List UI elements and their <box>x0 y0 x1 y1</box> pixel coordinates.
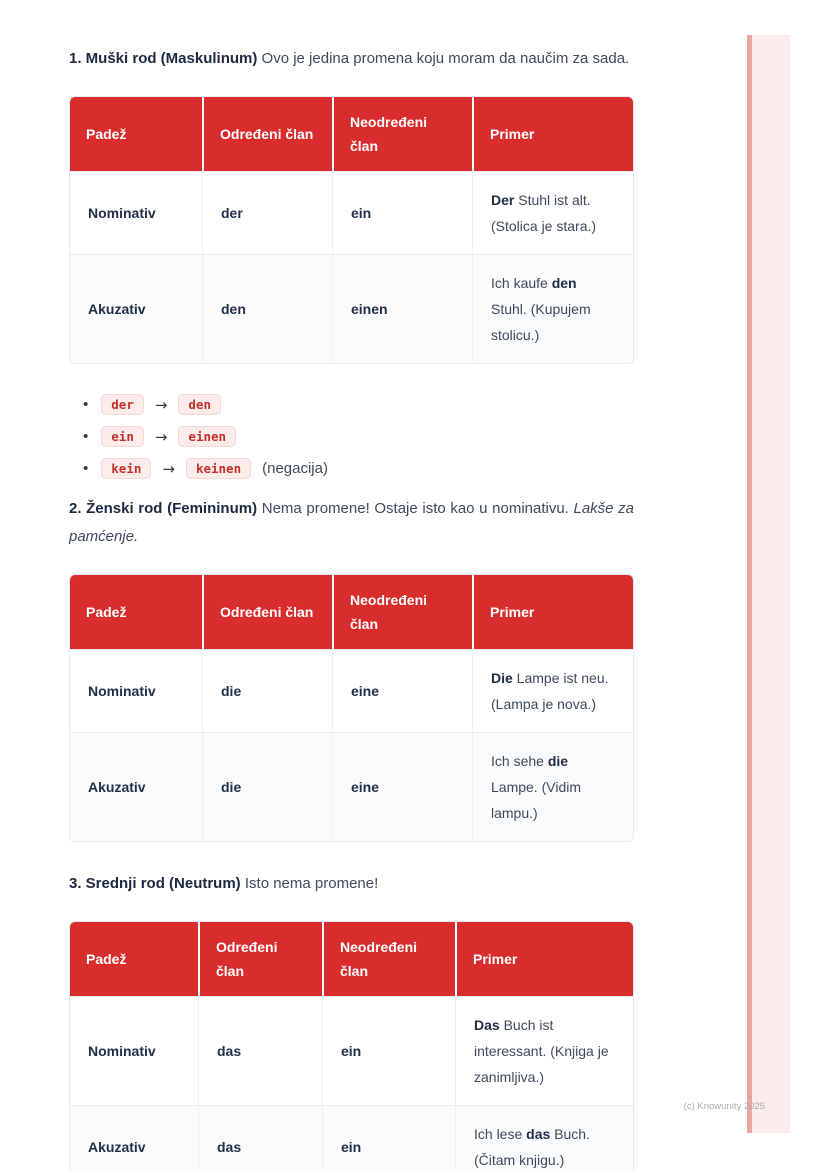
definite-article-cell: das <box>198 1105 322 1171</box>
case-cell: Nominativ <box>70 996 198 1105</box>
table-row <box>70 996 633 1105</box>
column-header: Primer <box>472 575 633 649</box>
example-cell <box>472 649 633 732</box>
accusative-article-badge: keinen <box>186 458 251 479</box>
column-header: Neodređeni član <box>332 575 472 649</box>
column-header: Određeni član <box>202 97 332 171</box>
article-highlight: Das <box>474 1017 500 1033</box>
list-item <box>83 394 634 415</box>
table-row <box>70 254 633 363</box>
example-text: Ich kaufe <box>491 275 552 291</box>
section-2-title: 2. Ženski rod (Femininum) <box>69 500 258 517</box>
example-text: Stuhl. (Kupujem stolicu.) <box>491 301 591 343</box>
bullet-marker: • <box>83 460 89 477</box>
indefinite-article-cell: ein <box>322 1105 455 1171</box>
section-2-heading <box>69 495 634 551</box>
article-highlight: die <box>547 753 569 769</box>
case-cell: Akuzativ <box>70 1105 198 1171</box>
table-feminine <box>69 574 634 842</box>
section-1-title: 1. Muški rod (Maskulinum) <box>69 50 258 67</box>
example-text: Buch. (Čitam knjigu.) <box>474 1126 590 1168</box>
definite-article-cell: der <box>202 171 332 254</box>
example-text: Ich sehe <box>491 753 548 769</box>
column-header: Primer <box>472 97 633 171</box>
section-2-text: Nema promene! Ostaje isto kao u nominativu. <box>261 500 569 517</box>
example-cell <box>455 1105 633 1171</box>
column-header: Određeni član <box>198 922 322 996</box>
articles-table <box>70 922 633 1171</box>
nominative-article-badge: kein <box>101 458 151 479</box>
section-3-text: Isto nema promene! <box>244 875 379 892</box>
nominative-article-badge: der <box>101 394 144 415</box>
definite-article-cell: das <box>198 996 322 1105</box>
articles-table <box>70 97 633 363</box>
example-cell <box>472 171 633 254</box>
indefinite-article-cell: eine <box>332 732 472 841</box>
section-1-heading <box>69 45 634 73</box>
table-header-row <box>70 575 633 649</box>
case-cell: Nominativ <box>70 171 202 254</box>
example-text: Buch ist interessant. (Knjiga je zanimljiva.) <box>474 1017 609 1085</box>
bullet-marker: • <box>83 428 89 445</box>
indefinite-article-cell: eine <box>332 649 472 732</box>
article-highlight: das <box>526 1126 551 1142</box>
section-1-text: Ovo je jedina promena koju moram da naučim za sada. <box>261 50 630 67</box>
accusative-article-badge: den <box>178 394 221 415</box>
arrow-right-icon: → <box>162 459 175 478</box>
table-row <box>70 1105 633 1171</box>
definite-article-cell: die <box>202 732 332 841</box>
section-3-heading <box>69 870 634 898</box>
article-highlight: Der <box>491 192 515 208</box>
table-row <box>70 732 633 841</box>
copyright-note: (c) Knowunity 2025 <box>683 1101 765 1112</box>
article-highlight: Die <box>491 670 513 686</box>
section-3-title: 3. Srednji rod (Neutrum) <box>69 875 241 892</box>
section-2-note: Lakše za pamćenje. <box>69 500 635 545</box>
case-cell: Akuzativ <box>70 732 202 841</box>
example-text: Stuhl ist alt. (Stolica je stara.) <box>491 192 597 234</box>
example-text: Ich lese <box>474 1126 527 1142</box>
indefinite-article-cell: einen <box>332 254 472 363</box>
indefinite-article-cell: ein <box>332 171 472 254</box>
table-row <box>70 649 633 732</box>
arrow-right-icon: → <box>154 427 168 446</box>
definite-article-cell: die <box>202 649 332 732</box>
column-header: Padež <box>70 922 198 996</box>
case-cell: Akuzativ <box>70 254 202 363</box>
example-cell <box>455 996 633 1105</box>
column-header: Padež <box>70 97 202 171</box>
badge-note: (negacija) <box>262 460 328 477</box>
example-text: Lampe. (Vidim lampu.) <box>491 779 582 821</box>
table-row <box>70 171 633 254</box>
example-cell <box>472 254 633 363</box>
table-neuter <box>69 921 634 1171</box>
case-cell: Nominativ <box>70 649 202 732</box>
bullet-marker: • <box>83 396 89 413</box>
arrow-right-icon: → <box>154 395 168 414</box>
articles-table <box>70 575 633 841</box>
list-item <box>83 426 634 447</box>
column-header: Neodređeni član <box>322 922 455 996</box>
example-text: Lampe ist neu. (Lampa je nova.) <box>491 670 609 712</box>
article-highlight: den <box>551 275 577 291</box>
document-content <box>69 0 634 1171</box>
table-masculine <box>69 96 634 364</box>
article-change-list <box>69 394 634 479</box>
column-header: Padež <box>70 575 202 649</box>
page-edge-stripe <box>747 35 790 1133</box>
example-cell <box>472 732 633 841</box>
table-header-row <box>70 97 633 171</box>
accusative-article-badge: einen <box>178 426 236 447</box>
definite-article-cell: den <box>202 254 332 363</box>
list-item <box>83 458 634 479</box>
column-header: Određeni član <box>202 575 332 649</box>
table-header-row <box>70 922 633 996</box>
column-header: Neodređeni član <box>332 97 472 171</box>
indefinite-article-cell: ein <box>322 996 455 1105</box>
column-header: Primer <box>455 922 633 996</box>
nominative-article-badge: ein <box>101 426 144 447</box>
